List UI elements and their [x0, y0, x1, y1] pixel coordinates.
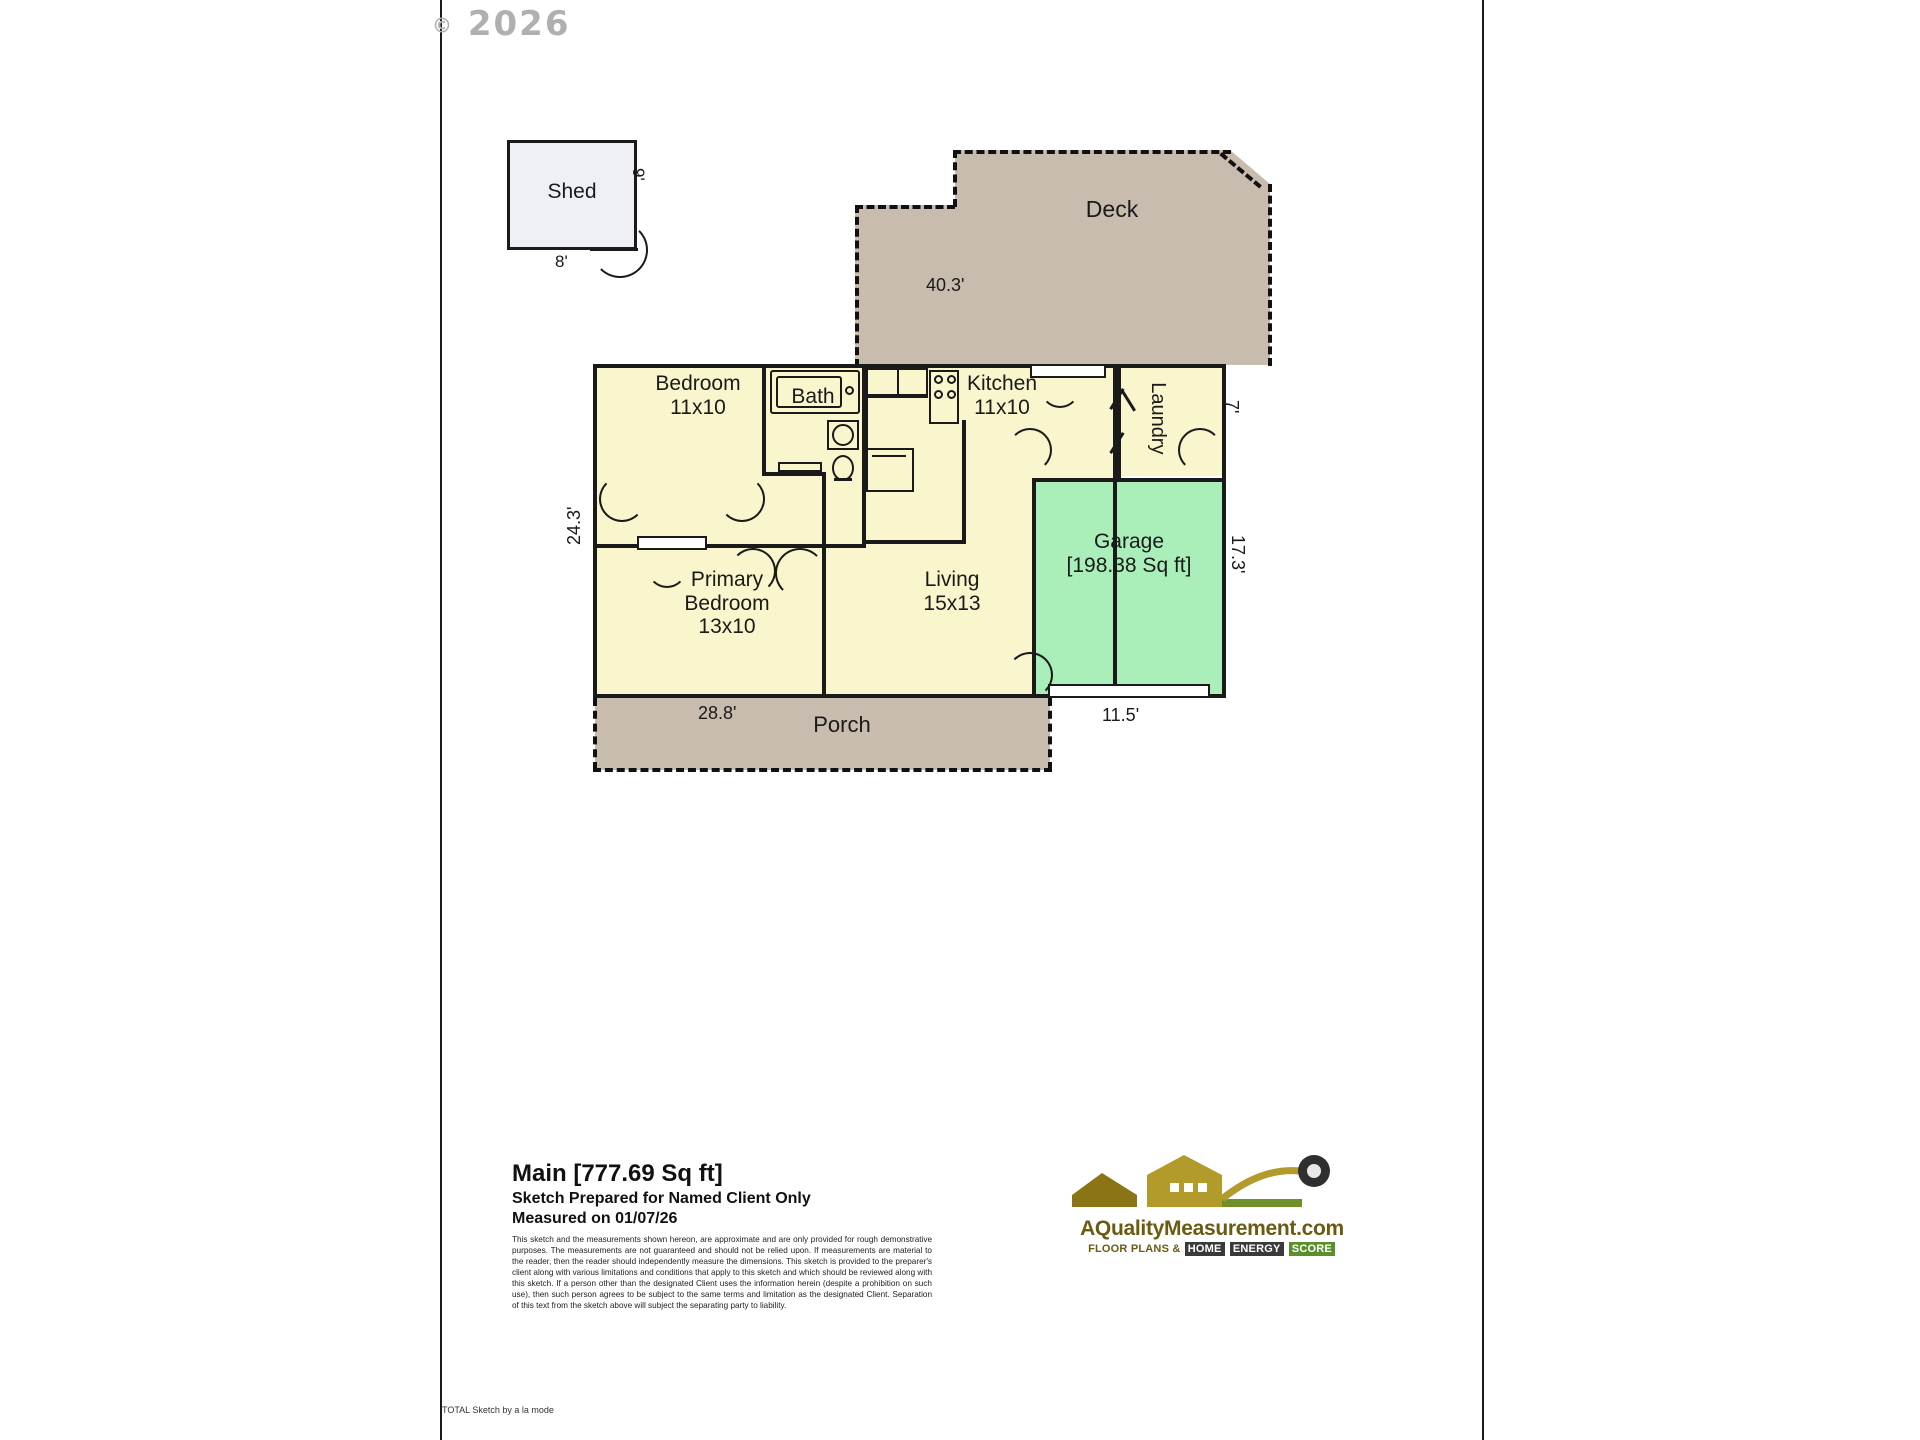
bath-vanity	[827, 420, 859, 450]
door-arc-garage-entry-icon	[1008, 428, 1052, 472]
bath-label: Bath	[791, 385, 835, 408]
house-left-height-dim: 24.3'	[564, 506, 584, 545]
door-arc-bedroom-closet-icon	[599, 476, 645, 522]
garage-height-dim: 17.3'	[1228, 535, 1248, 574]
garage-area: [198.38 Sq ft]	[1066, 553, 1192, 577]
living-label: Living	[924, 568, 980, 591]
copyright-symbol: ©	[432, 13, 454, 38]
deck-edge-left	[855, 205, 859, 367]
garage-wall-top	[1032, 478, 1226, 482]
logo-graphic-icon	[1062, 1155, 1362, 1215]
shed-height-dim: 9'	[629, 168, 648, 181]
house-bottom-width-dim: 28.8'	[698, 703, 737, 723]
logo-tagline-home: HOME	[1185, 1242, 1225, 1256]
deck-room	[855, 150, 1270, 365]
living-dims: 15x13	[923, 591, 981, 615]
copyright-watermark	[432, 4, 632, 44]
shed-width-dim: 8'	[555, 252, 568, 271]
deck-edge-top-left	[855, 205, 955, 209]
kitchen-counter-edge	[866, 396, 868, 448]
deck-edge-right	[1268, 184, 1272, 366]
kitchen-label: Kitchen	[966, 372, 1038, 395]
garage-label: Garage	[1093, 530, 1165, 553]
footer-client-line: Sketch Prepared for Named Client Only	[512, 1190, 811, 1207]
deck-edge-top	[953, 150, 1231, 154]
deck-label: Deck	[1085, 196, 1139, 222]
porch-edge-left	[593, 698, 597, 770]
bedroom-hall-wall	[762, 472, 826, 476]
porch-edge-right	[1048, 698, 1052, 770]
logo-tagline-energy: ENERGY	[1230, 1242, 1284, 1256]
laundry-wall-left	[1117, 368, 1121, 478]
footer-block	[512, 1160, 1072, 1311]
bath-counter	[778, 462, 822, 472]
kitchen-island-line	[872, 455, 906, 457]
toilet-tank	[834, 478, 852, 481]
logo-tagline-pre: FLOOR PLANS &	[1088, 1243, 1181, 1255]
company-logo	[1062, 1155, 1362, 1270]
sketch-credit: TOTAL Sketch by a la mode	[442, 1405, 554, 1415]
hall-wall-vert	[822, 472, 826, 548]
kitchen-wall-right-lower	[962, 420, 966, 544]
logo-brand-text: AQualityMeasurement.com	[1080, 1217, 1344, 1240]
deck-edge-left-step	[953, 150, 957, 207]
sketch-page	[432, 0, 1484, 1440]
porch-edge-bottom	[593, 768, 1052, 772]
garage-width-dim: 11.5'	[1102, 705, 1140, 725]
floor-plan-sheet	[432, 0, 1482, 1440]
kitchen-counter-top	[866, 396, 928, 398]
garage-fill	[1034, 480, 1224, 695]
footer-measured-line: Measured on 01/07/26	[512, 1210, 678, 1227]
house-wall-left	[593, 364, 597, 698]
porch-label: Porch	[813, 712, 871, 737]
door-arc-garage-side-icon	[1178, 428, 1222, 472]
kitchen-dims: 11x10	[974, 395, 1030, 419]
kitchen-wall-bottom	[866, 540, 966, 544]
door-arc-living-front-icon	[1007, 652, 1053, 698]
footer-title: Main [777.69 Sq ft]	[512, 1160, 723, 1187]
copyright-year: 2026	[467, 4, 571, 44]
footer-legal-text: This sketch and the measurements shown hereon, are approximate and are only provided for rough demonstrative purposes. The measurements are not guaranteed and should not be relied upon. If measurements are material to the reader, then the reader should independently measure the dimensions. This sketch is provided to the preparer's client along with various limitations and conditions that apply to this sketch and which should be reviewed along with this sketch. If a person other than the designated Client uses the information herein (despite a prohibition on such use), then such person agrees to be subject to the same terms and limitation as the designated Client. Separation of this text from the sketch above will subject the separating party to liability.	[512, 1235, 932, 1311]
logo-tagline-score: SCORE	[1289, 1242, 1335, 1256]
kitchen-sink-divider	[897, 368, 899, 396]
laundry-label	[1147, 382, 1169, 412]
shed-label: Shed	[547, 180, 597, 203]
primary-bedroom-label-line2: Bedroom	[684, 591, 770, 615]
primary-bedroom-dims: 13x10	[698, 615, 756, 639]
door-arc-bedroom-icon	[719, 476, 765, 522]
logo-tagline	[1062, 1243, 1362, 1255]
shed-door-wall	[590, 248, 638, 251]
garage-door	[1048, 684, 1210, 698]
laundry-height-dim: 7'	[1222, 400, 1242, 414]
deck-width-dim: 40.3'	[926, 275, 965, 295]
primary-bedroom-label-line1: Primary	[690, 568, 764, 591]
bedroom-dims: 11x10	[670, 395, 726, 419]
bedroom-label: Bedroom	[655, 372, 741, 395]
